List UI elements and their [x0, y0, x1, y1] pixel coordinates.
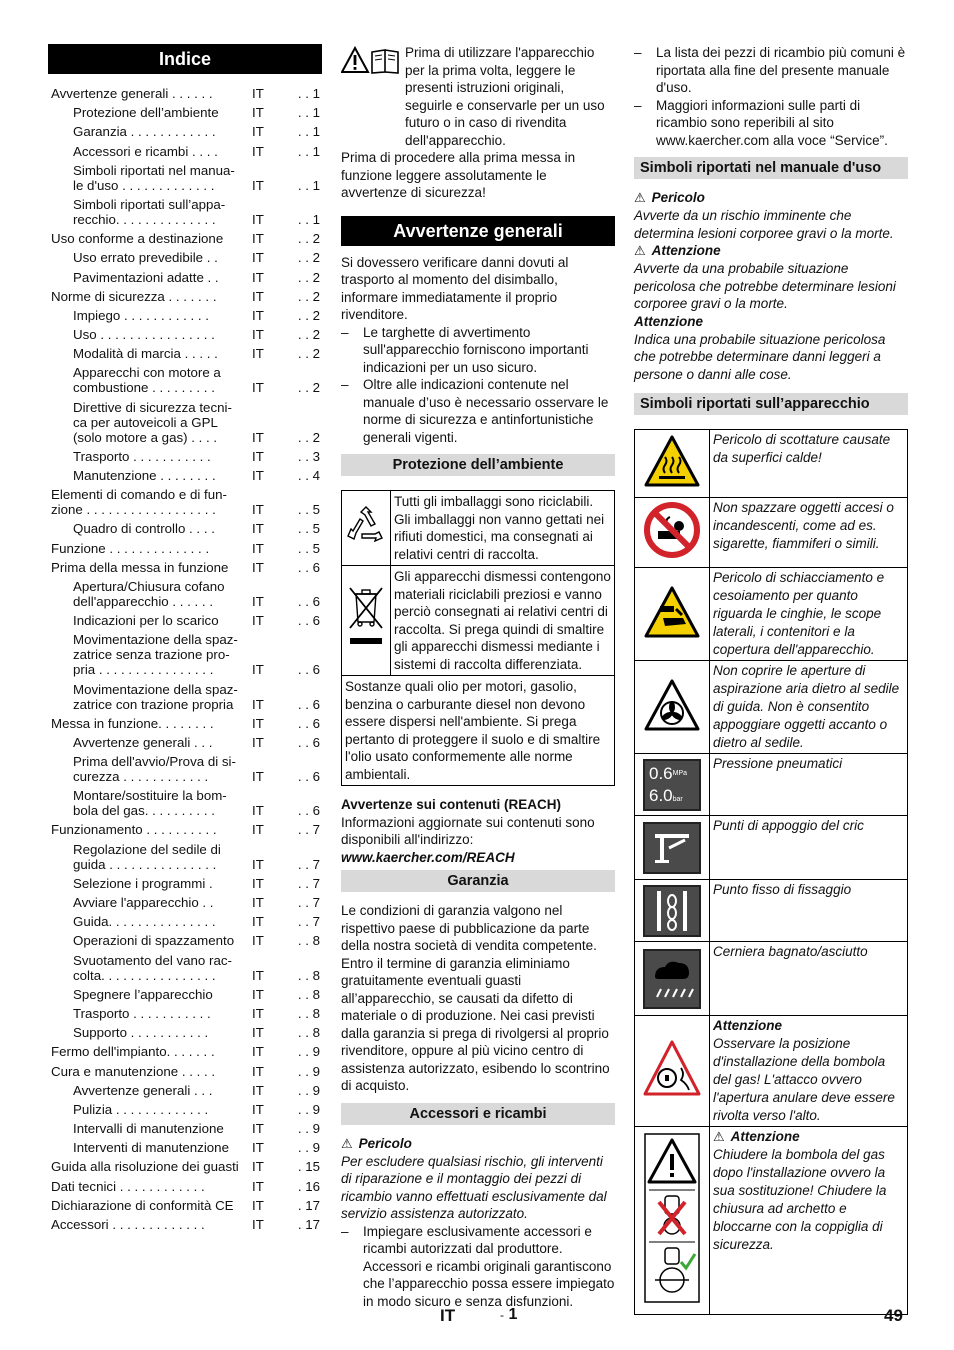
toc-entry-title: Trasporto . . . . . . . . . . . [73, 448, 211, 464]
toc-entry-title: Uso conforme a destinazione [51, 231, 224, 247]
symbol-8-text: Cerniera bagnato/asciutto [710, 942, 908, 1016]
toc-entry-page: . . 5 [297, 502, 320, 518]
toc-entry[interactable] [48, 953, 322, 983]
toc-entry-page: . . 4 [297, 468, 320, 483]
reach-title: Avvertenze sui contenuti (REACH) [341, 797, 562, 812]
toc-entry[interactable] [48, 487, 322, 517]
toc-entry-lang: IT [252, 211, 264, 227]
symbol-2-text: Non spazzare oggetti accesi o incandescenti, come ad es. sigarette, fiammiferi o simili. [710, 498, 908, 568]
toc-entry-page: . . 3 [297, 448, 320, 464]
symbol-10-text: ⚠ Attenzione Chiudere la bombola del gas dopo l'installazione ovvero la sua sostituzione! Chiudere la chiusura ad archetto e bloccarne con la coppiglia di sicurezza. [710, 1127, 908, 1315]
toc-entry-page: . . 5 [297, 540, 320, 556]
no-burning-objects-icon [635, 498, 710, 568]
toc-entry-title: Dati tecnici . . . . . . . . . . . . [51, 1178, 205, 1194]
general-warnings-heading: Avvertenze generali [341, 216, 615, 246]
toc-entry-title: Messa in funzione. . . . . . . . [51, 715, 214, 731]
toc-entry-title: Simboli riportati nel manua- le d'uso . . . . . . . . . . . . . [73, 162, 235, 193]
toc-entry[interactable] [48, 197, 322, 227]
toc-entry-page: . . 7 [297, 822, 320, 838]
toc-entry[interactable] [48, 716, 322, 731]
toc-entry-lang: IT [252, 933, 264, 949]
toc-entry-page: . . 9 [297, 1101, 320, 1117]
toc-entry-lang: IT [252, 769, 264, 785]
toc-entry-title: Avvertenze generali . . . [73, 1082, 213, 1098]
env-packaging-text: Tutti gli imballaggi sono riciclabili. Gli imballaggi non vanno gettati nei rifiuti domestici, ma consegnati ai relativi centri di raccolta. [391, 491, 615, 566]
tie-down-icon [635, 880, 710, 942]
toc-entry-lang: IT [252, 734, 264, 750]
toc-entry[interactable] [48, 289, 322, 304]
toc-entry-lang: IT [252, 593, 264, 609]
toc-entry-title: Dichiarazione di conformità CE [51, 1197, 234, 1213]
toc-entry[interactable] [48, 250, 322, 265]
toc-entry-title: Selezione i programmi . [73, 875, 213, 891]
toc-entry-title: Avvertenze generali . . . [73, 734, 213, 750]
toc-entry-lang: IT [252, 1101, 264, 1117]
crush-hazard-icon [635, 568, 710, 661]
toc-entry-page: . 16 [297, 1178, 320, 1194]
main-column [341, 44, 615, 1310]
recycle-icon [342, 491, 391, 566]
attenzione-text: Avverte da una probabile situazione pericolosa che potrebbe determinare lesioni corporee gravi o la morte. [634, 261, 896, 311]
toc-entry[interactable] [48, 914, 322, 929]
toc-entry-lang: IT [252, 231, 264, 247]
footer-page-number: 49 [884, 1306, 903, 1325]
toc-entry-page: . . 7 [297, 914, 320, 930]
toc-entry[interactable] [48, 346, 322, 361]
toc-entry-lang: IT [252, 1159, 264, 1175]
toc-entry-page: . . 1 [297, 143, 320, 159]
toc-entry-lang: IT [252, 269, 264, 285]
toc-entry-page: . 17 [297, 1197, 320, 1213]
toc-entry[interactable] [48, 788, 322, 818]
toc-entry-title: Interventi di manutenzione [73, 1140, 229, 1156]
pericolo-text: Avverte da un rischio imminente che determina lesioni corporee gravi o la morte. [634, 208, 894, 241]
reach-text: Informazioni aggiornate sui contenuti sono disponibili all'indirizzo: [341, 814, 595, 847]
toc-entry-lang: IT [252, 986, 264, 1002]
toc-entry[interactable] [48, 987, 322, 1002]
gas-bottle-close-icon [635, 1127, 710, 1315]
toc-entry-lang: IT [252, 803, 264, 819]
toc-entry-title: Uso . . . . . . . . . . . . . . . . [73, 327, 215, 343]
toc-entry-lang: IT [252, 86, 264, 101]
toc-entry-lang: IT [252, 429, 264, 445]
toc-entry-page: . . 1 [297, 211, 320, 227]
hot-surface-icon [635, 430, 710, 498]
symbol-9-text: Attenzione Osservare la posizione d'installazione della bombola del gas! L'attacco ovvero l'apertura anulare deve essere rivolta verso l'alto. [710, 1016, 908, 1127]
toc-entry-page: . . 6 [297, 803, 320, 819]
toc-entry-lang: IT [252, 448, 264, 464]
toc-entry-title: Apparecchi con motore a combustione . . . . . . . . . [73, 365, 221, 396]
toc-entry-title: Accessori e ricambi . . . . [73, 143, 218, 159]
warning-manual-icons [341, 44, 405, 149]
warning-icon: ⚠ [713, 1129, 725, 1144]
toc-entry-lang: IT [252, 1178, 264, 1194]
toc-entry-title: Funzione . . . . . . . . . . . . . . [51, 540, 210, 556]
toc-entry[interactable] [48, 1025, 322, 1040]
toc-entry[interactable] [48, 579, 322, 609]
toc-entry-page: . . 1 [297, 86, 320, 101]
wet-dry-icon [635, 942, 710, 1016]
toc-entry[interactable] [48, 105, 322, 120]
toc-entry-title: Impiego . . . . . . . . . . . . [73, 307, 209, 323]
toc-entry-lang: IT [252, 468, 264, 483]
toc-entry-title: Accessori . . . . . . . . . . . . . [51, 1217, 205, 1232]
toc-entry-page: . . 9 [297, 1082, 320, 1098]
toc-entry-title: Montare/sostituire la bom- bola del gas. . . . . . . . . . [73, 788, 227, 819]
toc-entry-title: Spegnere l’apparecchio [73, 986, 213, 1002]
toc-entry-lang: IT [252, 1121, 264, 1137]
toc-entry-page: . . 2 [297, 346, 320, 362]
toc-entry-title: Fermo dell'impianto. . . . . . . [51, 1044, 215, 1060]
toc-entry[interactable] [48, 327, 322, 342]
toc-entry-title: Funzionamento . . . . . . . . . . [51, 822, 217, 838]
footer-lang: IT [440, 1306, 456, 1325]
toc-entry[interactable] [48, 365, 322, 395]
toc-entry[interactable] [48, 1198, 322, 1213]
toc-entry[interactable] [48, 144, 322, 159]
toc-entry-page: . . 6 [297, 769, 320, 785]
toc-entry[interactable] [48, 468, 322, 483]
jack-point-icon [635, 816, 710, 880]
toc-entry-page: . . 7 [297, 856, 320, 872]
toc-entry-lang: IT [252, 1082, 264, 1098]
toc-entry-page: . . 1 [297, 105, 320, 121]
toc-entry-lang: IT [252, 559, 264, 575]
toc-entry-page: . . 2 [297, 269, 320, 285]
toc-entry-lang: IT [252, 105, 264, 121]
device-symbols-table [634, 429, 908, 1315]
toc-entry-page: . 15 [297, 1159, 320, 1175]
toc-entry-title: Uso errato prevedibile . . [73, 250, 218, 266]
toc-entry[interactable] [48, 521, 322, 536]
toc-entry-title: Garanzia . . . . . . . . . . . . [73, 124, 216, 140]
toc-entry-page: . . 7 [297, 895, 320, 910]
toc-entry-page: . . 9 [297, 1121, 320, 1137]
toc-entry-page: . . 2 [297, 250, 320, 266]
toc-entry-title: Norme di sicurezza . . . . . . . [51, 288, 217, 304]
toc-entry-page: . . 6 [297, 715, 320, 731]
intro-text-2: Prima di procedere alla prima messa in funzione leggere assolutamente le avvertenze di sicurezza! [341, 150, 576, 200]
symbol-7-text: Punto fisso di fissaggio [710, 880, 908, 942]
toc-entry-lang: IT [252, 327, 264, 343]
toc-entry-title: Trasporto . . . . . . . . . . . [73, 1005, 211, 1021]
manual-symbols-heading: Simboli riportati nel manuale d'uso [634, 157, 908, 179]
toc-entry-lang: IT [252, 521, 264, 537]
general-bullet-2: – Oltre alle indicazioni contenute nel manuale d’uso è necessario osservare le norme di sicurezza e antinfortunistiche generali vigenti. [341, 377, 609, 445]
toc-entry-lang: IT [252, 288, 264, 304]
toc-entry-page: . . 9 [297, 1044, 320, 1060]
toc-entry-lang: IT [252, 967, 264, 983]
toc-entry[interactable] [48, 308, 322, 323]
toc-entry-title: Guida. . . . . . . . . . . . . . . [73, 914, 216, 930]
toc-entry-lang: IT [252, 1140, 264, 1156]
warranty-heading: Garanzia [341, 870, 615, 892]
intro-text: Prima di utilizzare l'apparecchio per la prima volta, leggere le presenti istruzioni originali, seguirle e conservarle per un uso futuro o in caso di rivendita dell'apparecchio. [405, 45, 605, 148]
toc-entry-title: Supporto . . . . . . . . . . . [73, 1025, 209, 1041]
toc-entry-lang: IT [252, 1025, 264, 1041]
warning-read-manual-icon [341, 46, 401, 74]
toc-entry-title: Avviare l'apparecchio . . [73, 895, 214, 910]
symbols-column [634, 44, 908, 1315]
warning-icon: ⚠ [634, 243, 646, 258]
symbol-5-text: Pressione pneumatici [710, 754, 908, 816]
warranty-text: Le condizioni di garanzia valgono nel rispettivo paese di pubblicazione da parte della nostra società di vendita competente. Entro il termine di garanzia eliminiamo gratuitamente eventuali guasti all’apparecchio, se causati da difetto di materiale o di produzione. Nei casi previsti dalla garanzia si prega di rivolgersi al proprio rivenditore, oppure al più vicino centro di assistenza autorizzato, esibendo lo scontrino di acquisto. [341, 903, 610, 1093]
toc-entry-page: . . 8 [297, 986, 320, 1002]
toc-entry-lang: IT [252, 307, 264, 323]
toc-entry-page: . . 6 [297, 734, 320, 750]
toc-entry-lang: IT [252, 875, 264, 891]
toc-entry-page: . . 5 [297, 521, 320, 537]
toc-entry-page: . . 7 [297, 875, 320, 891]
tire-pressure-icon: $0.6^{MPa}$ 6.0bar [635, 754, 710, 816]
toc-entry-page: . . 6 [297, 696, 320, 712]
toc-entry-title: Operazioni di spazzamento [73, 933, 235, 949]
toc-entry[interactable] [48, 876, 322, 891]
symbol-1-text: Pericolo di scottature causate da superfici calde! [710, 430, 908, 498]
toc-entry[interactable] [48, 400, 322, 445]
toc-entry-title: Cura e manutenzione . . . . . [51, 1063, 216, 1079]
env-devices-text: Gli apparecchi dismessi contengono materiali riciclabili preziosi e vanno perciò consegnati ai relativi centri di raccolta. Si prega quindi di smaltire gli apparecchi dismessi mediante i sistemi di raccolta differenziata. [391, 566, 615, 676]
toc-entry-page: . . 2 [297, 307, 320, 323]
env-oil-text: Sostanze quali olio per motori, gasolio, benzina o carburante diesel non devono essere dispersi nell'ambiente. Si prega pertanto di proteggere il suolo e di smaltire l'olio usato conformemente alle norme ambientali. [342, 676, 615, 786]
toc-entry-lang: IT [252, 914, 264, 930]
toc-entry[interactable] [48, 735, 322, 750]
toc-entry[interactable] [48, 1217, 322, 1232]
toc-entry-lang: IT [252, 1063, 264, 1079]
footer-local-page: - 1 [500, 1306, 518, 1323]
index-column [48, 44, 322, 1236]
index-title: Indice [48, 44, 322, 74]
toc-entry[interactable] [48, 754, 322, 784]
toc-entry-title: Intervalli di manutenzione [73, 1121, 224, 1137]
toc-entry-lang: IT [252, 715, 264, 731]
toc-entry-page: . . 2 [297, 288, 320, 304]
environment-heading: Protezione dell’ambiente [341, 454, 615, 476]
warning-icon: ⚠ [341, 1135, 353, 1151]
toc-entry-title: Movimentazione della spaz- zatrice senza trazione pro- pria . . . . . . . . . . . . . . . . [73, 632, 238, 678]
toc-entry-lang: IT [252, 696, 264, 712]
toc-entry-title: Indicazioni per lo scarico [73, 613, 219, 629]
toc-entry-lang: IT [252, 124, 264, 140]
toc-entry-page: . 17 [297, 1217, 320, 1232]
toc-entry-lang: IT [252, 250, 264, 266]
general-text: Si dovessero verificare danni dovuti al trasporto al momento del disimballo, informare immediatamente il proprio rivenditore. [341, 254, 569, 322]
toc-entry-lang: IT [252, 143, 264, 159]
toc-entry[interactable] [48, 842, 322, 872]
toc-entry[interactable] [48, 682, 322, 712]
toc-entry-lang: IT [252, 540, 264, 556]
spare-parts-bullet-1: – La lista dei pezzi di ricambio più comuni è riportata alla fine del presente manuale d'uso. [634, 45, 906, 95]
toc-entry[interactable] [48, 560, 322, 575]
toc-entry-page: . . 1 [297, 124, 320, 140]
warning-icon: ⚠ [634, 190, 646, 205]
danger-label: ⚠ Pericolo [341, 1135, 412, 1151]
weee-bin-icon [342, 566, 391, 676]
gas-bottle-position-icon [635, 1016, 710, 1127]
toc-entry-page: . . 6 [297, 662, 320, 678]
accessories-text: Per escludere qualsiasi rischio, gli interventi di riparazione e il montaggio dei pezzi di ricambio vanno effettuati esclusivamente dal servizio assistenza autorizzato. [341, 1153, 607, 1221]
toc-entry[interactable] [48, 1064, 322, 1079]
toc-entry-page: . . 8 [297, 1025, 320, 1041]
toc-entry-title: Movimentazione della spaz- zatrice con trazione propria [73, 681, 238, 712]
device-symbols-heading: Simboli riportati sull’apparecchio [634, 393, 908, 415]
toc-entry-page: . . 8 [297, 1005, 320, 1021]
symbol-6-text: Punti di appoggio del cric [710, 816, 908, 880]
toc-entry-lang: IT [252, 1044, 264, 1060]
toc-entry-title: Pulizia . . . . . . . . . . . . . [73, 1101, 209, 1117]
toc-entry-page: . . 9 [297, 1140, 320, 1156]
toc-entry[interactable] [48, 270, 322, 285]
environment-table [341, 490, 615, 786]
toc-entry[interactable] [48, 541, 322, 556]
toc-entry[interactable] [48, 231, 322, 246]
toc-entry-page: . . 1 [297, 177, 320, 193]
toc-entry[interactable] [48, 163, 322, 193]
attenzione-2-label: Attenzione [634, 313, 703, 329]
toc-entry-lang: IT [252, 1217, 264, 1232]
toc-entry-title: Prima della messa in funzione [51, 559, 229, 575]
toc-entry-title: Svuotamento del vano rac- colta. . . . . . . . . . . . . . . . [73, 952, 232, 983]
toc-entry-lang: IT [252, 502, 264, 518]
toc-entry-title: Avvertenze generali . . . . . . [51, 86, 213, 101]
toc-entry[interactable] [48, 632, 322, 677]
symbol-4-text: Non coprire le aperture di aspirazione aria dietro al sedile di guida. Non è consentito appoggiare oggetti accanto o dietro al sedile. [710, 661, 908, 754]
table-of-contents [48, 86, 322, 1232]
toc-entry[interactable] [48, 895, 322, 910]
toc-entry[interactable] [48, 1179, 322, 1194]
toc-entry-lang: IT [252, 1197, 264, 1213]
toc-entry-page: . . 9 [297, 1063, 320, 1079]
intro-block [341, 44, 615, 149]
toc-entry-title: Modalità di marcia . . . . . [73, 346, 218, 362]
toc-entry-title: Quadro di controllo . . . . [73, 521, 215, 537]
toc-entry[interactable] [48, 449, 322, 464]
pericolo-label: ⚠ Pericolo [634, 190, 705, 205]
accessories-heading: Accessori e ricambi [341, 1103, 615, 1125]
toc-entry-page: . . 6 [297, 613, 320, 629]
toc-entry-lang: IT [252, 822, 264, 838]
toc-entry-lang: IT [252, 613, 264, 629]
accessories-bullet-1: – Impiegare esclusivamente accessori e ricambi autorizzati dal produttore. Accessori e ricambi originali garantiscono che l’apparecchio possa essere impiegato in modo sicuro e senza disfunzioni. [341, 1223, 615, 1309]
toc-entry-page: . . 2 [297, 327, 320, 343]
toc-entry-lang: IT [252, 177, 264, 193]
toc-entry-title: Protezione dell’ambiente [73, 105, 219, 121]
toc-entry-page: . . 8 [297, 933, 320, 949]
toc-entry[interactable] [48, 933, 322, 948]
toc-entry-title: Apertura/Chiusura cofano dell'apparecchio . . . . . . [73, 578, 225, 609]
toc-entry-lang: IT [252, 380, 264, 396]
toc-entry-lang: IT [252, 895, 264, 910]
toc-entry-title: Guida alla risoluzione dei guasti [51, 1159, 239, 1175]
toc-entry-page: . . 2 [297, 429, 320, 445]
attenzione-2-text: Indica una probabile situazione pericolosa che potrebbe determinare danni leggeri a persone o danni alle cose. [634, 331, 886, 382]
toc-entry-lang: IT [252, 1005, 264, 1021]
toc-entry[interactable] [48, 1121, 322, 1136]
toc-entry[interactable] [48, 86, 322, 101]
general-bullet-1: – Le targhette di avvertimento sull'apparecchio forniscono importanti indicazioni per un uso sicuro. [341, 324, 589, 375]
toc-entry-title: Direttive di sicurezza tecni- ca per autoveicoli a GPL (solo motore a gas) . . . . [73, 399, 232, 445]
toc-entry-page: . . 6 [297, 559, 320, 575]
toc-entry[interactable] [48, 822, 322, 837]
toc-entry[interactable] [48, 1102, 322, 1117]
attenzione-label: ⚠ Attenzione [634, 243, 721, 258]
toc-entry-lang: IT [252, 856, 264, 872]
toc-entry-title: Elementi di comando e di fun- zione . . . . . . . . . . . . . . . . . . [51, 487, 227, 518]
toc-entry-title: Prima dell'avvio/Prova di si- curezza . . . . . . . . . . . . [73, 754, 236, 785]
toc-entry-page: . . 2 [297, 231, 320, 247]
toc-entry-title: Manutenzione . . . . . . . . [73, 468, 216, 483]
reach-link[interactable]: www.kaercher.com/REACH [341, 849, 515, 865]
toc-entry[interactable] [48, 1083, 322, 1098]
toc-entry[interactable] [48, 1140, 322, 1155]
toc-entry-title: Simboli riportati sull’appa- recchio. . . . . . . . . . . . . . [73, 196, 226, 227]
toc-entry[interactable] [48, 613, 322, 628]
toc-entry[interactable] [48, 1006, 322, 1021]
toc-entry-lang: IT [252, 346, 264, 362]
toc-entry-page: . . 8 [297, 967, 320, 983]
toc-entry-title: Regolazione del sedile di guida . . . . . . . . . . . . . . . [73, 841, 221, 872]
toc-entry[interactable] [48, 1044, 322, 1059]
toc-entry[interactable] [48, 1159, 322, 1174]
symbol-3-text: Pericolo di schiacciamento e cesoiamento per quanto riguarda le cinghie, le scope laterali, i contenitori e la copertura dell'apparecchio. [710, 568, 908, 661]
toc-entry[interactable] [48, 124, 322, 139]
spare-parts-bullet-2: – Maggiori informazioni sulle parti di ricambio sono reperibili al sito www.kaercher.com alla voce “Service”. [634, 97, 888, 148]
fan-warning-icon [635, 661, 710, 754]
toc-entry-lang: IT [252, 662, 264, 678]
toc-entry-page: . . 6 [297, 593, 320, 609]
toc-entry-title: Pavimentazioni adatte . . [73, 269, 219, 285]
toc-entry-page: . . 2 [297, 380, 320, 396]
